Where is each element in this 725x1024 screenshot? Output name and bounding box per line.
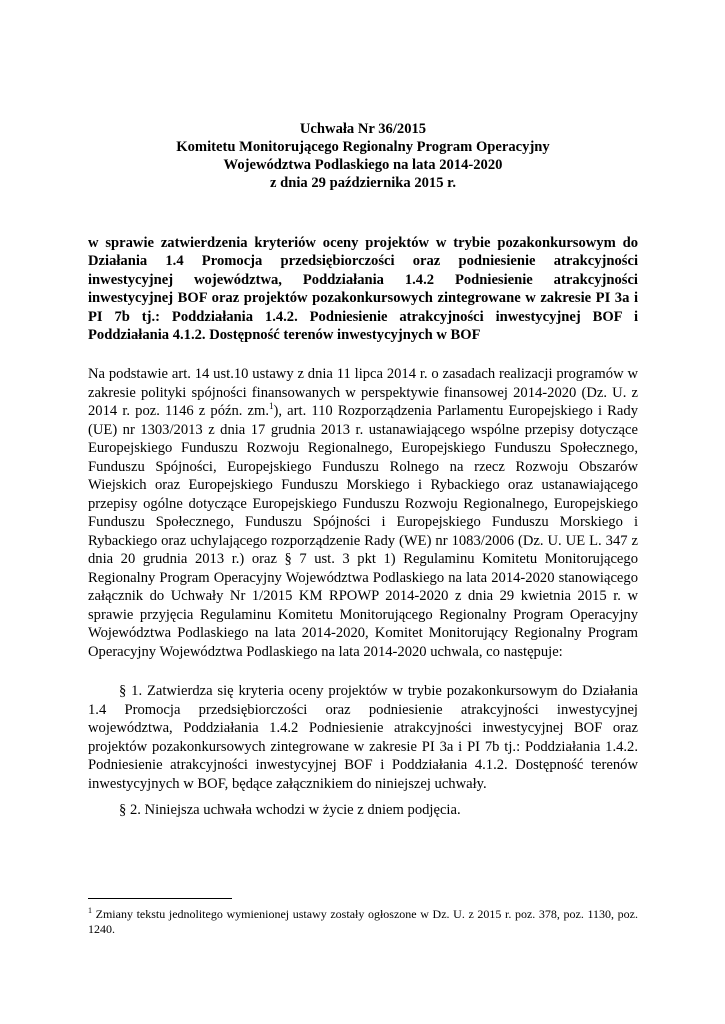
footnote-text: Zmiany tekstu jednolitego wymienionej ustawy zostały ogłoszone w Dz. U. z 2015 r. poz. 378, poz. 1130, poz. 1240.: [88, 907, 638, 936]
committee-name: Komitetu Monitorującego Regionalny Program Operacyjny: [176, 139, 550, 155]
footnote: [88, 907, 638, 936]
program-name: Województwa Podlaskiego na lata 2014-2020: [223, 157, 503, 173]
footnote-reference[interactable]: 1: [269, 401, 274, 412]
footnote-mark: 1: [88, 906, 92, 915]
footnote-separator: [88, 898, 232, 899]
resolution-number: Uchwała Nr 36/2015: [299, 121, 427, 137]
legal-basis-part1: Na podstawie art. 14 ust.10 ustawy z dnia 11 lipca 2014 r. o zasadach realizacji programów w zakresie polityki spójności finansowanych w perspektywie finansowej 2014-2020 (Dz. U. z 2014 r. poz. 1146 z późn. zm.: [88, 366, 638, 420]
resolution-subject: w sprawie zatwierdzenia kryteriów oceny projektów w trybie pozakonkursowym do Działania 1.4 Promocja przedsiębiorczości oraz podniesienie atrakcyjności inwestycyjnej województwa, Poddziałania 1.4.2 Podniesienie atrakcyjności inwestycyjnej BOF oraz projektów pozakonkursowych zintegrowane w zakresie PI 3a i PI 7b tj.: Poddziałania 1.4.2. Podniesienie atrakcyjności inwestycyjnej BOF i Poddziałania 4.1.2. Dostępność terenów inwestycyjnych w BOF: [88, 235, 638, 344]
legal-basis-paragraph: [88, 365, 638, 661]
document-body: [88, 120, 638, 820]
legal-basis-part2: ), art. 110 Rozporządzenia Parlamentu Europejskiego i Rady (UE) nr 1303/2013 z dnia 17 grudnia 2013 r. ustanawiającego wspólne przepisy dotyczące Europejskiego Funduszu Rozwoju Regionalnego, Europejskiego Funduszu Społecznego, Funduszu Spójności, Europejskiego Funduszu Rolnego na rzecz Rozwoju Obszarów Wiejskich oraz Europejskiego Funduszu Morskiego i Rybackiego oraz ustanawiającego przepisy ogólne dotyczące Europejskiego Funduszu Rozwoju Regionalnego, Europejskiego Funduszu Społecznego, Funduszu Spójności i Europejskiego Funduszu Morskiego i Rybackiego oraz uchylającego rozporządzenie Rady (WE) nr 1083/2006 (Dz. U. UE L. 347 z dnia 20 grudnia 2013 r.) oraz § 7 ust. 3 pkt 1) Regulaminu Komitetu Monitorującego Regionalny Program Operacyjny Województwa Podlaskiego na lata 2014-2020 stanowiącego załącznik do Uchwały Nr 1/2015 KM RPOWP 2014-2020 z dnia 29 kwietnia 2015 r. w sprawie przyjęcia Regulaminu Komitetu Monitorującego Regionalny Program Operacyjny Województwa Podlaskiego na lata 2014-2020, Komitet Monitorujący Regionalny Program Operacyjny Województwa Podlaskiego na lata 2014-2020 uchwala, co następuje:: [88, 403, 638, 660]
section-2-paragraph: § 2. Niniejsza uchwała wchodzi w życie z dniem podjęcia.: [119, 802, 461, 819]
resolution-date: z dnia 29 października 2015 r.: [270, 175, 456, 191]
section-1-paragraph: § 1. Zatwierdza się kryteria oceny projektów w trybie pozakonkursowym do Działania 1.4 Promocja przedsiębiorczości oraz podniesienie atrakcyjności inwestycyjnej województwa, Poddziałania 1.4.2 Podniesienie atrakcyjności inwestycyjnej BOF oraz projektów pozakonkursowych zintegrowane w zakresie PI 3a i PI 7b tj.: Poddziałania 1.4.2. Podniesienie atrakcyjności inwestycyjnej BOF i Poddziałania 4.1.2. Dostępność terenów inwestycyjnych w BOF, będące załącznikiem do niniejszej uchwały.: [88, 683, 638, 792]
resolution-header: [88, 120, 638, 192]
